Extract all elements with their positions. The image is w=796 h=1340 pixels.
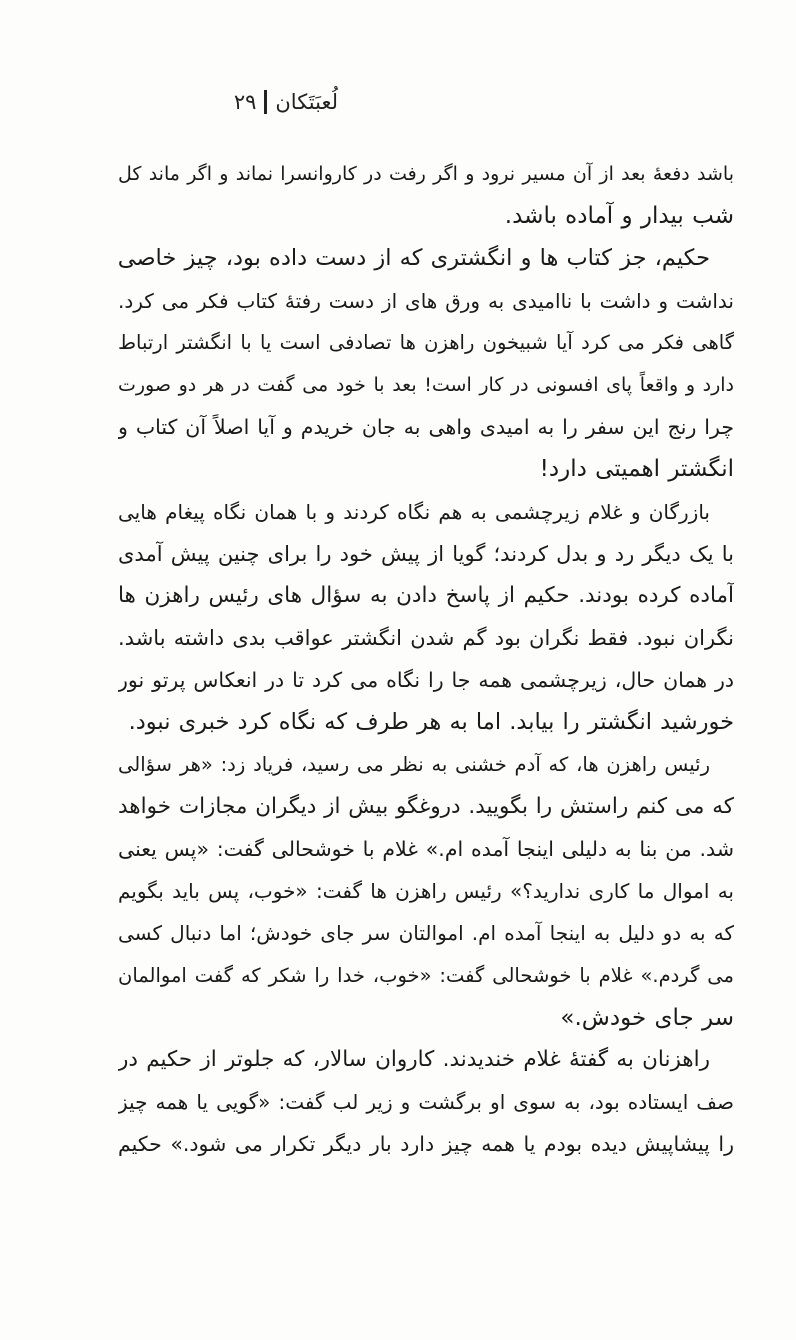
text-line: خورشید انگشتر را بیابد. اما به هر طرف که نگاه کرد خبری نبود.	[128, 709, 734, 736]
text-line: آماده کرده بودند. حکیم از پاسخ دادن به سؤال های رئیس راهزن ها	[118, 582, 734, 608]
text-line: به اموال ما کاری ندارید؟» رئیس راهزن ها گفت: «خوب، پس باید بگویم	[118, 879, 734, 904]
text-line: را پیشاپیش دیده بودم یا همه چیز دارد بار دیگر تکرار می شود.» حکیم	[118, 1132, 734, 1157]
book-title: لُعبَتَکان	[275, 90, 338, 114]
page-header	[118, 84, 338, 120]
text-line: شب بیدار و آماده باشد.	[504, 203, 734, 230]
header-divider	[264, 90, 267, 114]
page-number: ۲۹	[233, 90, 257, 114]
text-line: صف ایستاده بود، به سوی او برگشت و زیر لب گفت: «گویی یا همه چیز	[118, 1090, 734, 1115]
text-line: سر جای خودش.»	[560, 1004, 734, 1031]
text-line: با یک دیگر رد و بدل کردند؛ گویا از پیش خود را برای چنین پیش آمدی	[118, 541, 734, 566]
text-line: که به دو دلیل به اینجا آمده ام. اموالتان سر جای خودش؛ اما دنبال کسی	[118, 921, 734, 946]
text-line: می گردم.» غلام با خوشحالی گفت: «خوب، خدا را شکر که گفت اموالمان	[118, 963, 734, 987]
text-line: که می کنم راستش را بگویید. دروغگو بیش از دیگران مجازات خواهد	[118, 793, 734, 819]
text-line: شد. من بنا به دلیلی اینجا آمده ام.» غلام با خوشحالی گفت: «پس یعنی	[118, 837, 734, 861]
text-line: بازرگان و غلام زیرچشمی به هم نگاه کردند و با همان نگاه پیغام هایی	[118, 499, 710, 524]
text-line: باشد دفعهٔ بعد از آن مسیر نرود و اگر رفت در کاروانسرا نماند و اگر ماند کل	[118, 163, 734, 185]
text-line: چرا رنج این سفر را به امیدی واهی به جان خریدم و آیا اصلاً آن کتاب و	[118, 415, 734, 440]
text-line: در همان حال، زیرچشمی همه جا را نگاه می کرد تا در انعکاس پرتو نور	[118, 668, 734, 693]
text-line: راهزنان به گفتهٔ غلام خندیدند. کاروان سالار، که جلوتر از حکیم در	[118, 1046, 710, 1072]
text-line: نداشت و داشت با ناامیدی به ورق های از دست رفتهٔ کتاب فکر می کرد.	[118, 288, 734, 313]
text-line: نگران نبود. فقط نگران بود گم شدن انگشتر عواقب بدی داشته باشد.	[118, 626, 734, 651]
text-line: انگشتر اهمیتی دارد!	[539, 456, 734, 483]
text-line: حکیم، جز کتاب ها و انگشتری که از دست داده بود، چیز خاصی	[118, 245, 710, 272]
body-text	[118, 153, 734, 1166]
text-line: دارد و واقعاً پای افسونی در کار است! بعد با خود می گفت در هر دو صورت	[118, 373, 734, 396]
text-line: گاهی فکر می کرد آیا شبیخون راهزن ها تصادفی است یا با انگشتر ارتباط	[118, 330, 734, 354]
text-line: رئیس راهزن ها، که آدم خشنی به نظر می رسید، فریاد زد: «هر سؤالی	[118, 752, 710, 776]
